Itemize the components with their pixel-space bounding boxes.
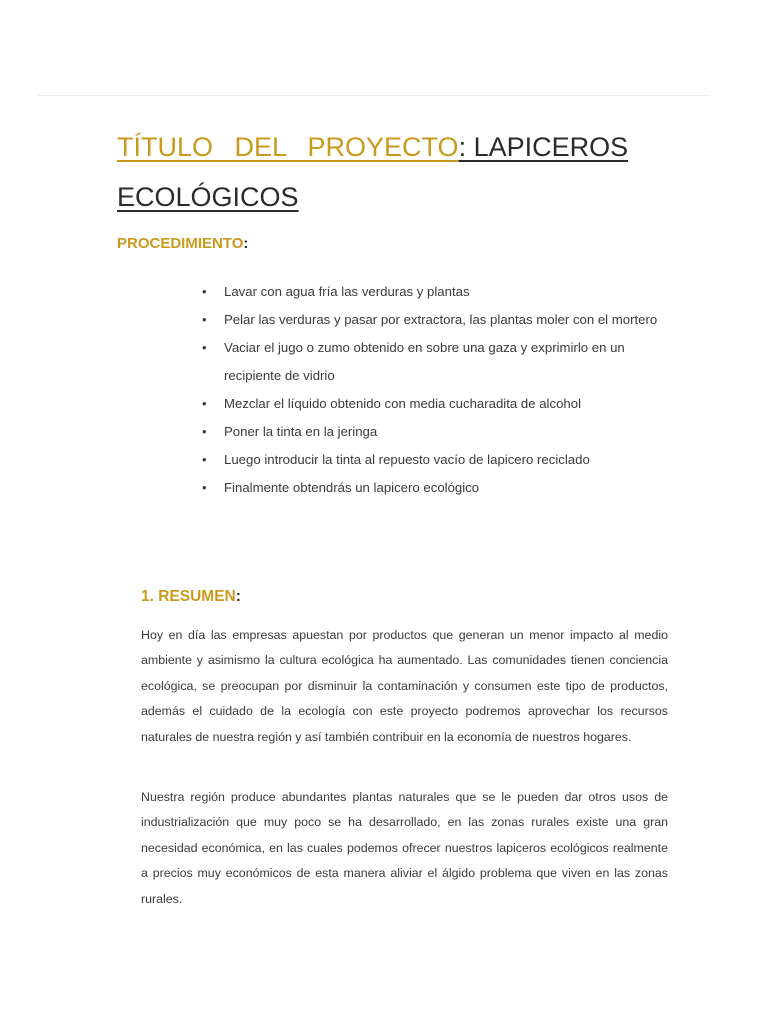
bullet-icon: • [202, 424, 207, 439]
title-line2: ECOLÓGICOS [117, 182, 299, 212]
list-item [200, 474, 675, 502]
step-text: Finalmente obtendrás un lapicero ecológico [224, 480, 480, 495]
procedimiento-heading [117, 235, 248, 252]
resumen-heading [141, 588, 241, 606]
step-text: Vaciar el jugo o zumo obtenido en sobre una gaza y exprimirlo en un recipiente de vidrio [224, 340, 625, 383]
title-line-2 [117, 172, 677, 222]
list-item [200, 334, 675, 390]
bullet-icon: • [202, 396, 207, 411]
document-title [117, 122, 677, 222]
resumen-heading-text: 1. RESUMEN [141, 588, 236, 605]
list-item [200, 446, 675, 474]
bullet-icon: • [202, 284, 207, 299]
list-item [200, 278, 675, 306]
title-line-1 [117, 122, 677, 172]
resumen-heading-colon: : [235, 588, 241, 605]
bullet-icon: • [202, 340, 207, 355]
list-item [200, 390, 675, 418]
step-text: Poner la tinta en la jeringa [224, 424, 378, 439]
step-text: Luego introducir la tinta al repuesto vacío de lapicero reciclado [224, 452, 590, 467]
resumen-paragraph-2: Nuestra región produce abundantes plantas naturales que se le pueden dar otros usos de industrialización que muy poco se ha desarrollado, en las zonas rurales existe una gran necesidad económica, en las cuales podemos ofrecer nuestros lapiceros ecológicos realmente a precios muy económicos de esta manera aliviar el álgido problema que viven en las zonas rurales. [141, 790, 668, 906]
list-item [200, 306, 675, 334]
procedimiento-heading-colon: : [243, 235, 249, 252]
title-rest: : LAPICEROS [458, 132, 629, 162]
bullet-icon: • [202, 312, 207, 327]
step-text: Lavar con agua fría las verduras y plantas [224, 284, 470, 299]
page-top-divider [38, 95, 710, 96]
step-text: Mezclar el líquido obtenido con media cucharadita de alcohol [224, 396, 582, 411]
bullet-icon: • [202, 452, 207, 467]
list-item [200, 418, 675, 446]
title-accent: TÍTULO DEL PROYECTO [117, 132, 459, 162]
step-text: Pelar las verduras y pasar por extractora, las plantas moler con el mortero [224, 312, 658, 327]
resumen-paragraph-1: Hoy en día las empresas apuestan por productos que generan un menor impacto al medio ambiente y asimismo la cultura ecológica ha aumentado. Las comunidades tienen conciencia ecológica, se preocupan por disminuir la contaminación y consumen este tipo de productos, además el cuidado de la ecología con este proyecto podremos aprovechar los recursos naturales de nuestra región y así también contribuir en la economía de nuestros hogares. [141, 628, 668, 744]
procedure-steps-list [200, 278, 675, 502]
bullet-icon: • [202, 480, 207, 495]
procedimiento-heading-text: PROCEDIMIENTO [117, 235, 244, 252]
